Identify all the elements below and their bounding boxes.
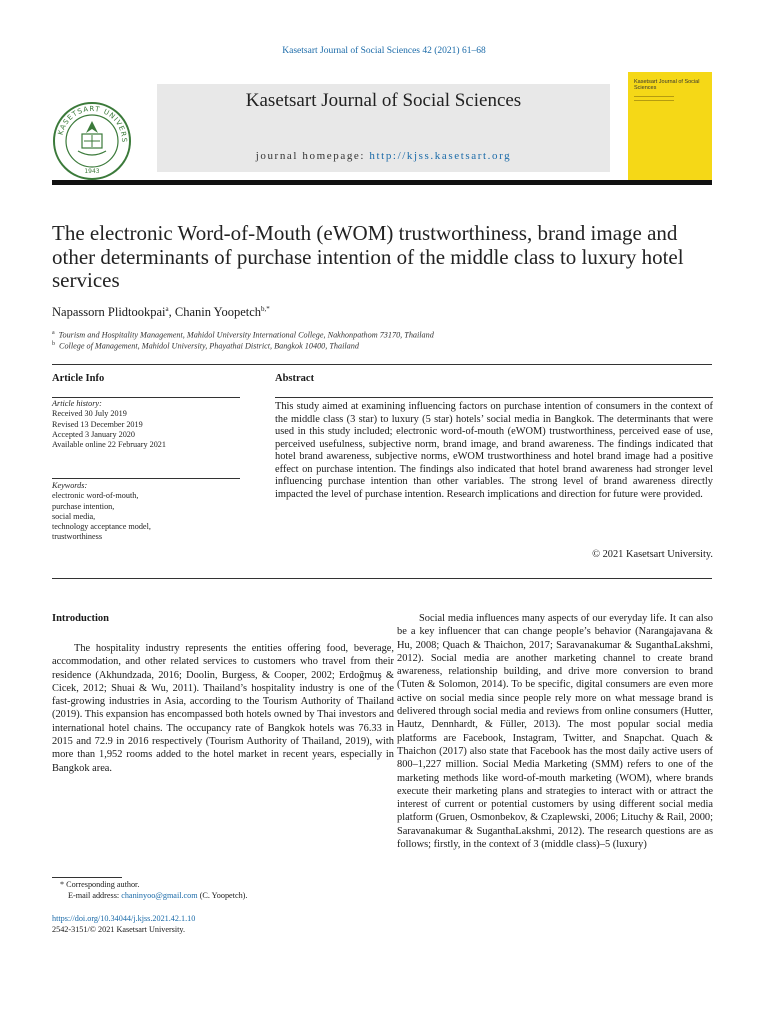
author-separator: , [168, 305, 175, 320]
author-list [52, 305, 270, 320]
affiliation: $^b$ College of Management, Mahidol University, Phayathai District, Bangkok 10400, Thailand [52, 341, 359, 351]
keywords-divider [52, 478, 240, 479]
author-affil-mark: b,* [261, 305, 270, 313]
keywords [52, 481, 240, 543]
abstract-divider [275, 397, 713, 398]
footnote-divider [52, 877, 122, 878]
keyword-item: technology acceptance model, [52, 522, 151, 532]
homepage-label: journal homepage: [255, 150, 370, 162]
article-history [52, 399, 240, 450]
journal-homepage [157, 150, 610, 162]
svg-text:KASETSART UNIVERSITY: KASETSART UNIVERS [56, 104, 129, 144]
doi-link[interactable]: https://doi.org/10.34044/j.kjss.2021.42.1.10 [52, 914, 196, 923]
journal-name: Kasetsart Journal of Social Sciences [245, 90, 522, 111]
keyword-item: social media, [52, 511, 96, 521]
corresponding-author-note: * Corresponding author. [60, 880, 140, 889]
author-affil-mark: a [165, 305, 169, 313]
section-divider [52, 364, 712, 365]
section-divider [52, 578, 712, 579]
email-line: E-mail address: chaninyoo@gmail.com (C. Yoopetch). [68, 890, 248, 900]
paper-title: The electronic Word-of-Mouth (eWOM) trustworthiness, brand image and other determinants of purchase intention of the middle class to luxury hotel services [52, 221, 684, 292]
abstract-copyright: © 2021 Kasetsart University. [592, 549, 713, 560]
history-item: Received 30 July 2019 [52, 409, 127, 419]
cover-decoration [634, 96, 708, 104]
introduction-paragraph: The hospitality industry represents the entities offering food, beverage, accommodation, and other related services to customers who travel from their residence (Akhundzada, 2016; Doolin, Burgess, & Cooper, 2002; Erdoğmuş & Cicek, 2012; Shuai & Wu, 2011). Thailand’s hospitality industry is one of the fast-growing industries in Asia, according to the Tourism Authority of Thailand (2019). This expansion has encompassed both hotels owned by Thai investors and international hotel chains. The occupancy rate of Bangkok hotels was 76.33 in 2015 and 72.9 in 2016 respectively (Tourism Authority of Thailand, 2019), with more than 1,952 rooms added to the hotel market in recent years, especially in Bangkok area. [52, 643, 394, 774]
introduction-heading: Introduction [52, 613, 109, 624]
abstract-text: This study aimed at examining influencing factors on purchase intention of consumers in the context of the middle class (3 star) to luxury (5 star) hotels’ social media in Bangkok. The determinants that were used in this study included; electronic word-of-mouth (eWOM) trustworthiness, perceived ease of use, perceived usefulness, subjective norm, brand image, and brand awareness. The findings indicated that hotel brand awareness, subjective norms, eWOM trustworthiness and hotel brand image had a positive effect on purchase intention. The findings also indicated that hotel brand awareness had stronger level influencing purchase intention than other variables. The strong level of brand awareness directly impacted the level of purchase intention. Research implications and direction for future were provided. [275, 401, 713, 500]
keyword-item: trustworthiness [52, 532, 103, 542]
history-item: Available online 22 February 2021 [52, 440, 166, 450]
history-item: Accepted 3 January 2020 [52, 429, 135, 439]
author-name: Napassorn Plidtookpai [52, 305, 166, 320]
history-label: Article history: [52, 399, 102, 408]
university-seal-logo [52, 101, 132, 181]
keywords-label: Keywords: [52, 481, 88, 490]
svg-text:1943: 1943 [84, 168, 100, 175]
homepage-link[interactable]: http://kjss.kasetsart.org [369, 150, 512, 162]
cover-title: Kasetsart Journal of Social Sciences [634, 79, 700, 91]
article-info-heading: Article Info [52, 373, 105, 384]
author-name: Chanin Yoopetch [174, 305, 262, 320]
email-link[interactable]: chaninyoo@gmail.com [121, 890, 198, 900]
history-item: Revised 13 December 2019 [52, 419, 143, 429]
keyword-item: purchase intention, [52, 501, 115, 511]
footnote [60, 880, 390, 901]
affiliation: $^a$ Tourism and Hospitality Management, Mahidol University International College, Nakhonpathom 73170, Thailand [52, 330, 434, 340]
keyword-item: electronic word-of-mouth, [52, 491, 139, 501]
journal-citation: Kasetsart Journal of Social Sciences 42 (2021) 61–68 [282, 46, 486, 56]
introduction-paragraph: Social media influences many aspects of our everyday life. It can also be a key influencer that can change people’s behavior (Narangajavana & Hu, 2008; Quach & Thaichon, 2017; Saravanakumar & SuganthaLakshmi, 2012). Social media are another marketing channel to create brand awareness, relationship building, and drive more conversion to brand (Tuten & Solomon, 2014). To be specific, digital consumers are even more active on social media since people rely more on what message brand is delivered through social media and reviews from online consumers (Hutter, Hautz, Dennhardt, & Füller, 2013). The most popular social media platforms are Facebook, Instagram, Twitter, and Snapchat. Quach & Thaichon (2017) also state that Facebook has the most daily active users of 800–1,227 million. Social Media Marketing (SMM) refers to one of the marketing methods like word-of-mouth marketing (WOM), where brands execute their marketing plans and strategies to interact with or attract the interest of current or potential customers by using different social media platform (Gruen, Osmonbekov, & Czaplewski, 2006; Lituchy & Rail, 2000; Saravanakumar & SuganthaLakshmi, 2012). The research questions are as follows; firstly, in the context of 3 (middle class)–5 (luxury) [397, 613, 713, 851]
issn-copyright: 2542-3151/© 2021 Kasetsart University. [52, 925, 186, 934]
article-info-divider [52, 397, 240, 398]
header-divider [52, 180, 712, 185]
abstract-heading: Abstract [275, 373, 315, 384]
